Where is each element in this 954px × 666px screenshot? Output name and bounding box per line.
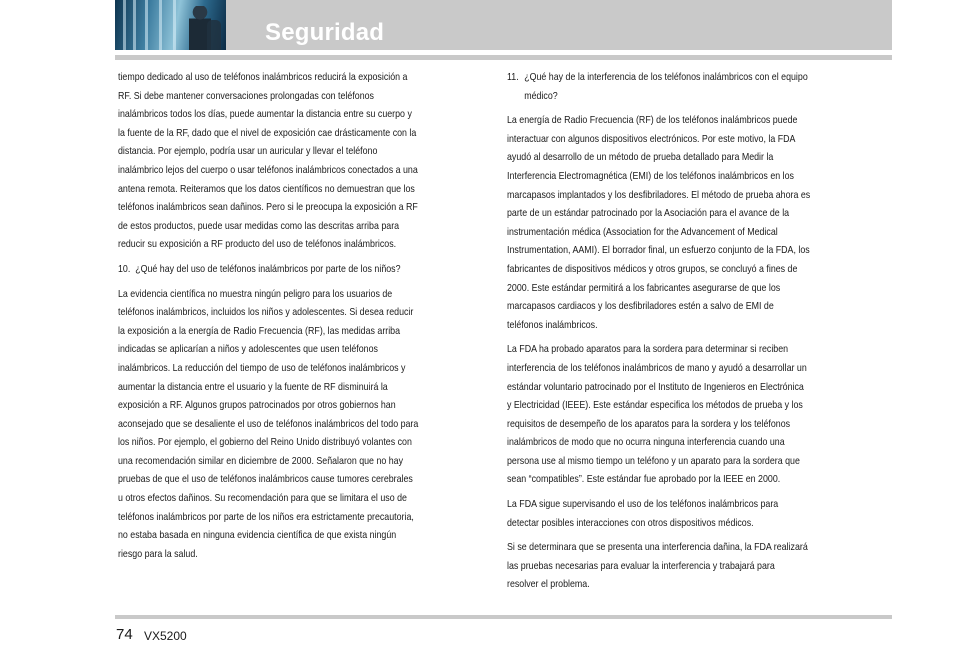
header-divider	[115, 55, 892, 60]
model-name: VX5200	[144, 629, 187, 643]
header-bar	[115, 0, 892, 50]
question-10	[118, 261, 462, 280]
header-photo	[115, 0, 226, 50]
left-column	[118, 69, 462, 570]
right-paragraph-1: La energía de Radio Frecuencia (RF) de los teléfonos inalámbricos puede interactuar con algunos dispositivos electrónicos. Por este motivo, la FDA ayudó al desarrollo de un método de prueba detallado para Medir la Interferencia Electromagnética (EMI) de los teléfonos inalámbricos en los marcapasos implantados y los desfibriladores. El método de prueba ahora es parte de un estándar patrocinado por la Asociación para el avance de la instrumentación médica (Association for the Advancement of Medical Instrumentation, AAMI). El borrador final, un esfuerzo conjunto de la FDA, los fabricantes de dispositivos médicos y otros grupos, se concluyó a fines de 2000. Este estándar permitirá a los fabricantes asegurarse de que los marcapasos cardiacos y los desfibriladores estén a salvo de EMI de teléfonos inalámbricos.	[507, 115, 811, 331]
left-paragraph-2: La evidencia científica no muestra ningún peligro para los usuarios de teléfonos inalámbricos, incluidos los niños y adolescentes. Si desea reducir la exposición a la energía de Radio Frecuencia (RF), las medidas arriba indicadas se aplicarían a niños y adolescentes que usen teléfonos inalámbricos. La reducción del tiempo de uso de teléfonos inalámbricos y aumentar la distancia entre el usuario y la fuente de RF disminuirá la exposición a RF. Algunos grupos patrocinados por otros gobiernos han aconsejado que se desaliente el uso de teléfonos inalámbricos del todo para los niños. Por ejemplo, el gobierno del Reino Unido distribuyó volantes con una recomendación similar en diciembre de 2000. Señalaron que no hay pruebas de que el uso de teléfonos inalámbricos cause tumores cerebrales u otros efectos dañinos. Su recomendación para que se limitara el uso de teléfonos inalámbricos por parte de los niños era estrictamente precautoria, no estaba basada en ninguna evidencia científica de que exista ningún riesgo para la salud.	[118, 288, 419, 560]
right-paragraph-2: La FDA ha probado aparatos para la sordera para determinar si reciben interferencia de los teléfonos inalámbricos de mano y ayudó a desarrollar un estándar voluntario patrocinado por el Instituto de Ingenieros en Electrónica y Electricidad (IEEE). Este estándar especifica los métodos de prueba y los requisitos de desempeño de los aparatos para la sordera y los teléfonos inalámbricos de modo que no ocurra ninguna interferencia cuando una persona use al mismo tiempo un teléfono y un aparato para la sordera que sean “compatibles”. Este estándar fue aprobado por la IEEE en 2000.	[507, 344, 807, 486]
page-number: 74	[116, 626, 133, 643]
right-paragraph-4: Si se determinara que se presenta una interferencia dañina, la FDA realizará las pruebas necesarias para evaluar la interferencia y trabajará para resolver el problema.	[507, 542, 808, 591]
question-number: 11.	[507, 72, 519, 83]
question-number: 10.	[118, 263, 131, 275]
person-silhouette-2	[207, 20, 221, 50]
question-text: ¿Qué hay del uso de teléfonos inalámbricos por parte de los niños?	[135, 263, 401, 275]
page-title: Seguridad	[265, 19, 385, 46]
right-column	[507, 69, 851, 601]
question-text: ¿Qué hay de la interferencia de los teléfonos inalámbricos con el equipo médico?	[524, 72, 808, 102]
left-paragraph-1: tiempo dedicado al uso de teléfonos inalámbricos reducirá la exposición a RF. Si debe mantener conversaciones prolongadas con teléfonos inalámbricos todos los días, puede aumentar la distancia entre su cuerpo y la fuente de la RF, dado que el nivel de exposición cae drásticamente con la distancia. Por ejemplo, podría usar un auricular y llevar el teléfono inalámbrico lejos del cuerpo o usar teléfonos inalámbricos conectados a una antena remota. Reiteramos que los datos científicos no demuestran que los teléfonos inalámbricos sean dañinos. Pero si le preocupa la exposición a RF de estos productos, puede usar medidas como las descritas arriba para reducir su exposición a RF producto del uso de teléfonos inalámbricos.	[118, 72, 418, 251]
footer-divider	[115, 615, 892, 619]
question-11	[507, 69, 851, 106]
right-paragraph-3: La FDA sigue supervisando el uso de los teléfonos inalámbricos para detectar posibles interacciones con otros dispositivos médicos.	[507, 499, 779, 529]
